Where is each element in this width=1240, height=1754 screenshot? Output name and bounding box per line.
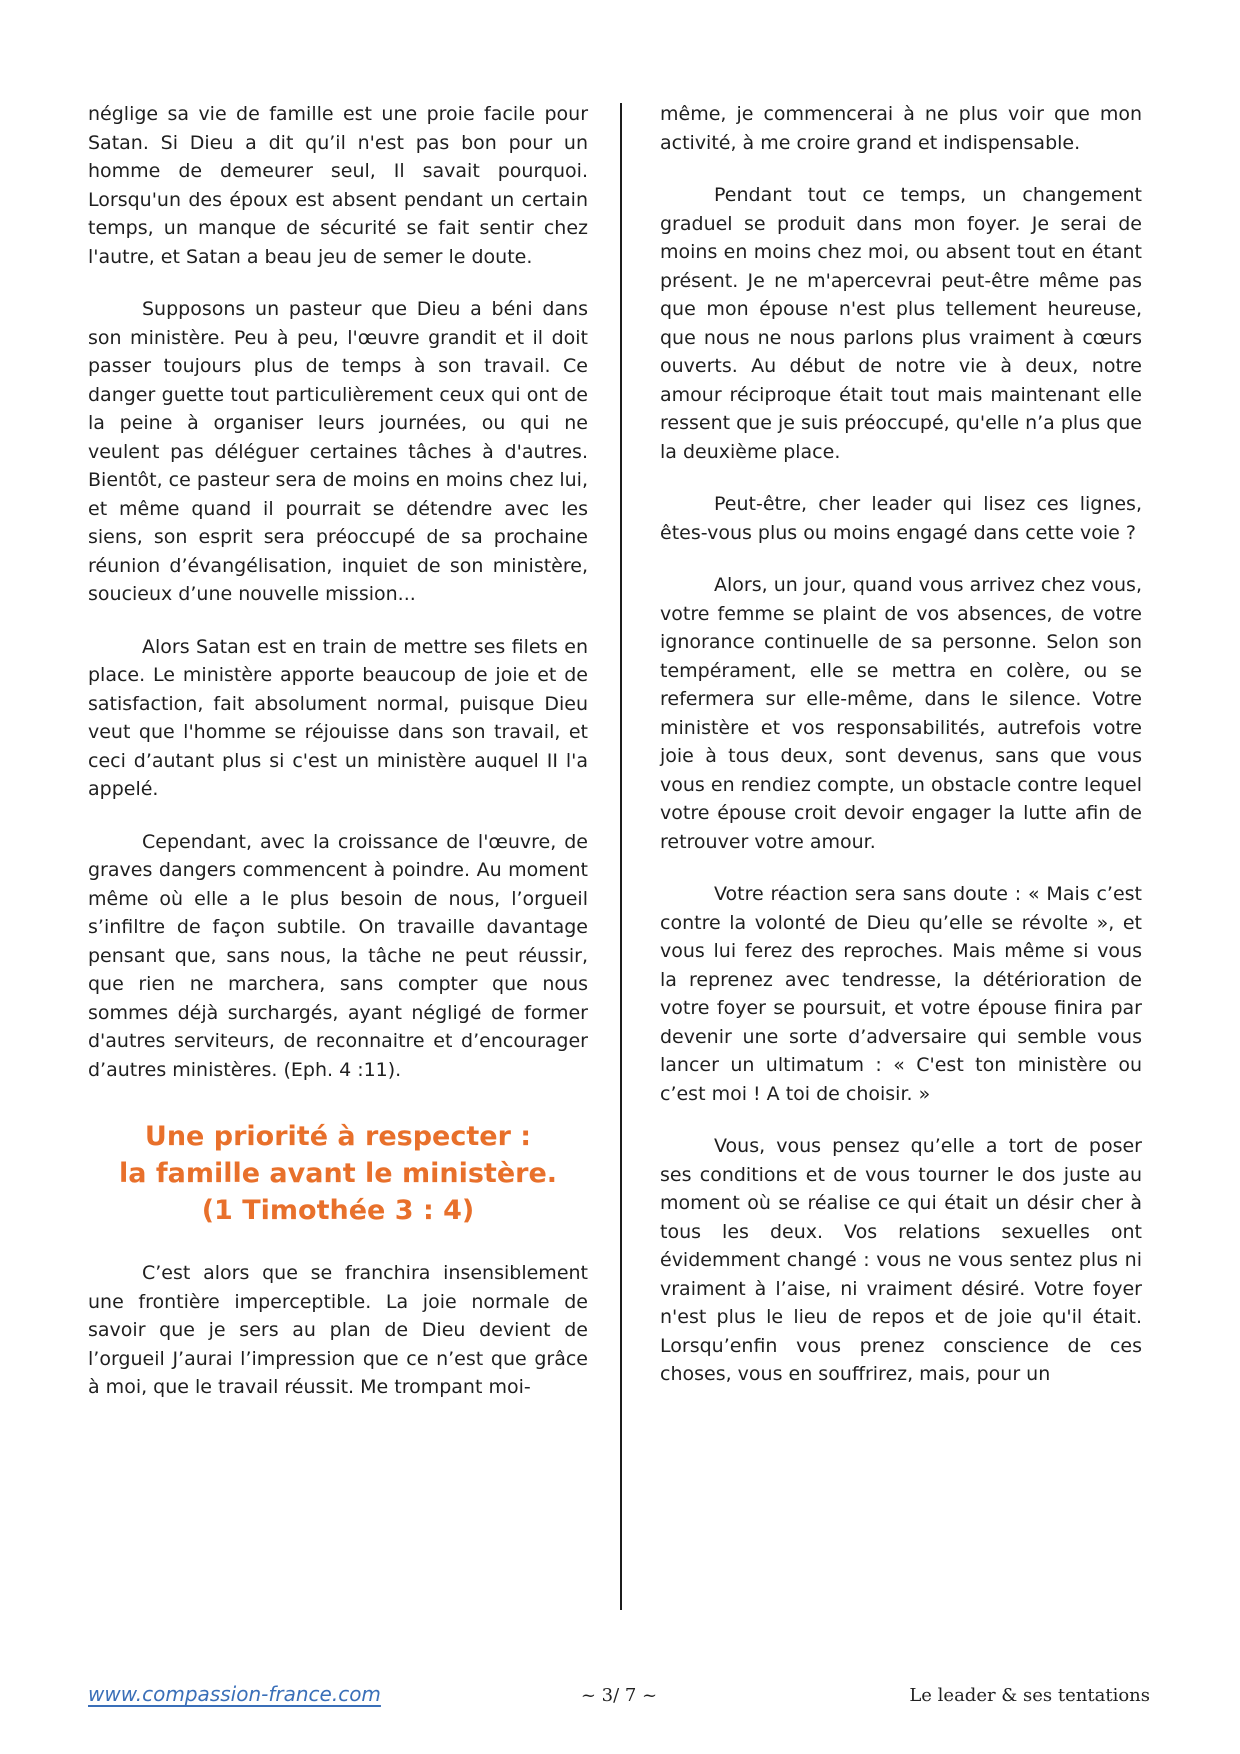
paragraph: Alors, un jour, quand vous arrivez chez vous, votre femme se plaint de vos absences, de votre ignorance continuelle de sa personne. Selon son tempérament, elle se mettra en colère, ou se refermera sur elle-même, dans le silence. Votre ministère et vos responsabilités, autrefois votre joie à tous deux, sont devenus, sans que vous vous en rendiez compte, un obstacle contre lequel votre épouse croit devoir engager la lutte afin de retrouver votre amour. <box>660 574 1142 853</box>
paragraph: Peut-être, cher leader qui lisez ces lignes, êtes-vous plus ou moins engagé dans cette voie ? <box>660 493 1142 544</box>
heading-line: Une priorité à respecter : <box>144 1121 532 1152</box>
paragraph: néglige sa vie de famille est une proie facile pour Satan. Si Dieu a dit qu’il n'est pas bon pour un homme de demeurer seul, Il savait pourquoi. Lorsqu'un des époux est absent pendant un certain temps, un manque de sécurité se fait sentir chez l'autre, et Satan a beau jeu de semer le doute. <box>88 103 588 268</box>
document-title: Le leader & ses tentations <box>909 1685 1150 1706</box>
paragraph: Supposons un pasteur que Dieu a béni dans son ministère. Peu à peu, l'œuvre grandit et il doit passer toujours plus de temps à son travail. Ce danger guette tout particulièrement ceux qui ont de la peine à organiser leurs journées, ou qui ne veulent pas déléguer certaines tâches à d'autres. Bientôt, ce pasteur sera de moins en moins chez lui, et même quand il pourrait se détendre avec les siens, son esprit sera préoccupé de sa prochaine réunion d’évangélisation, inquiet de son ministère, soucieux d’une nouvelle mission... <box>88 298 588 605</box>
paragraph: Pendant tout ce temps, un changement graduel se produit dans mon foyer. Je serai de moins en moins chez moi, ou absent tout en étant présent. Je ne m'apercevrai peut-être même pas que mon épouse n'est plus tellement heureuse, que nous ne nous parlons plus vraiment à cœurs ouverts. Au début de notre vie à deux, notre amour réciproque était tout mais maintenant elle ressent que je suis préoccupé, qu'elle n’a plus que la deuxième place. <box>660 184 1142 463</box>
right-column <box>660 100 1142 1413</box>
page-footer <box>88 1682 1150 1706</box>
heading-line: (1 Timothée 3 : 4) <box>201 1195 475 1226</box>
section-heading <box>88 1118 588 1229</box>
paragraph: même, je commencerai à ne plus voir que mon activité, à me croire grand et indispensable. <box>660 103 1142 154</box>
column-divider <box>620 103 622 1610</box>
left-column <box>88 100 588 1426</box>
page-number: ~ 3/ 7 ~ <box>580 1685 658 1706</box>
heading-line: la famille avant le ministère. <box>118 1158 558 1189</box>
paragraph: C’est alors que se franchira insensiblement une frontière imperceptible. La joie normale de savoir que je sers au plan de Dieu devient de l’orgueil J’aurai l’impression que ce n’est que grâce à moi, que le travail réussit. Me trompant moi- <box>88 1262 588 1398</box>
paragraph: Alors Satan est en train de mettre ses filets en place. Le ministère apporte beaucoup de joie et de satisfaction, fait absolument normal, puisque Dieu veut que l'homme se réjouisse dans son travail, et ceci d’autant plus si c'est un ministère auquel II l'a appelé. <box>88 635 588 800</box>
paragraph: Cependant, avec la croissance de l'œuvre, de graves dangers commencent à poindre. Au moment même où elle a le plus besoin de nous, l’orgueil s’infiltre de façon subtile. On travaille davantage pensant que, sans nous, la tâche ne peut réussir, que rien ne marchera, sans compter que nous sommes déjà surchargés, ayant négligé de former d'autres serviteurs, de reconnaitre et d’encourager d’autres ministères. (Eph. 4 :11). <box>88 830 588 1081</box>
paragraph: Vous, vous pensez qu’elle a tort de poser ses conditions et de vous tourner le dos juste au moment où se réalise ce qui était un désir cher à tous les deux. Vos relations sexuelles ont évidemment changé : vous ne vous sentez plus ni vraiment à l’aise, ni vraiment désiré. Votre foyer n'est plus le lieu de repos et de joie qu'il était. Lorsqu’enfin vous prenez conscience de ces choses, vous en souffrirez, mais, pour un <box>660 1135 1142 1385</box>
website-link[interactable]: www.compassion-france.com <box>88 1682 381 1706</box>
paragraph: Votre réaction sera sans doute : « Mais c’est contre la volonté de Dieu qu’elle se révolte », et vous lui ferez des reproches. Mais même si vous la reprenez avec tendresse, la détérioration de votre foyer se poursuit, et votre épouse finira par devenir une sorte d’adversaire qui semble vous lancer un ultimatum : « C'est ton ministère ou c’est moi ! A toi de choisir. » <box>660 883 1142 1105</box>
